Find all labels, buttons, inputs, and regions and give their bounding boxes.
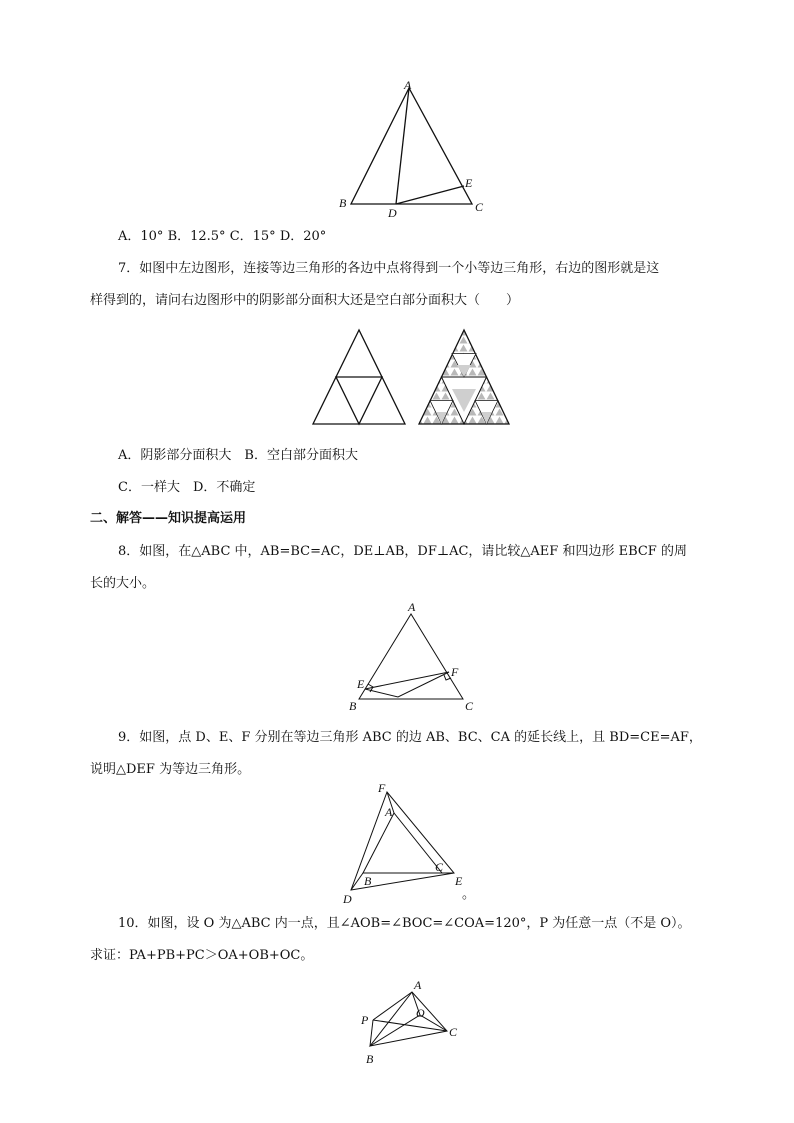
q10-label-p: P xyxy=(361,1013,369,1027)
q6-label-e: E xyxy=(465,176,473,190)
q6-label-a: A xyxy=(404,78,412,92)
q10-stem-line1: 10．如图，设 O 为△ABC 内一点，且∠AOB=∠BOC=∠COA=120°，P 为任意一点（不是 O）。 xyxy=(118,916,691,931)
q6-label-b: B xyxy=(339,196,347,210)
q10-label-o: O xyxy=(416,1006,425,1020)
q7-option-cd: C．一样大 D．不确定 xyxy=(118,480,256,495)
q9-stem-line2: 说明△DEF 为等边三角形。 xyxy=(90,762,251,777)
q8-label-b: B xyxy=(349,699,357,713)
q7-stem-line1: 7．如图中左边图形，连接等边三角形的各边中点将得到一个小等边三角形，右边的图形就是这 xyxy=(118,261,660,276)
q10-label-c: C xyxy=(449,1025,458,1039)
q9-label-e: E xyxy=(455,874,463,888)
q8-stem-line2: 长的大小。 xyxy=(90,576,156,591)
q6-label-d: D xyxy=(388,206,397,220)
section-heading: 二、解答——知识提高运用 xyxy=(90,511,247,526)
q9-trailing-mark: 。 xyxy=(462,887,476,902)
q8-label-f: F xyxy=(451,665,459,679)
q10-stem-line2: 求证：PA+PB+PC＞OA+OB+OC。 xyxy=(90,948,314,963)
q6-label-c: C xyxy=(475,200,484,214)
q10-label-b: B xyxy=(366,1052,374,1066)
q6-options: A．10° B．12.5° C．15° D．20° xyxy=(118,229,327,244)
q8-stem-line1: 8．如图，在△ABC 中，AB=BC=AC，DE⊥AB，DF⊥AC，请比较△AEF 和四边形 EBCF 的周 xyxy=(118,544,687,559)
q8-label-a: A xyxy=(408,600,416,614)
q9-label-d: D xyxy=(343,892,352,906)
q10-label-a: A xyxy=(414,978,422,992)
q8-label-c: C xyxy=(465,699,474,713)
q9-label-f: F xyxy=(378,781,386,795)
q9-label-c: C xyxy=(435,860,444,874)
q9-label-a: A xyxy=(385,805,393,819)
q9-label-b: B xyxy=(364,874,372,888)
q9-stem-line1: 9．如图，点 D、E、F 分别在等边三角形 ABC 的边 AB、BC、CA 的延长线上，且 BD=CE=AF， xyxy=(118,730,702,745)
q8-label-e: E xyxy=(357,677,365,691)
q7-option-ab: A．阴影部分面积大 B．空白部分面积大 xyxy=(118,448,358,463)
q7-stem-line2: 样得到的，请问右边图形中的阴影部分面积大还是空白部分面积大（ ） xyxy=(90,293,520,308)
